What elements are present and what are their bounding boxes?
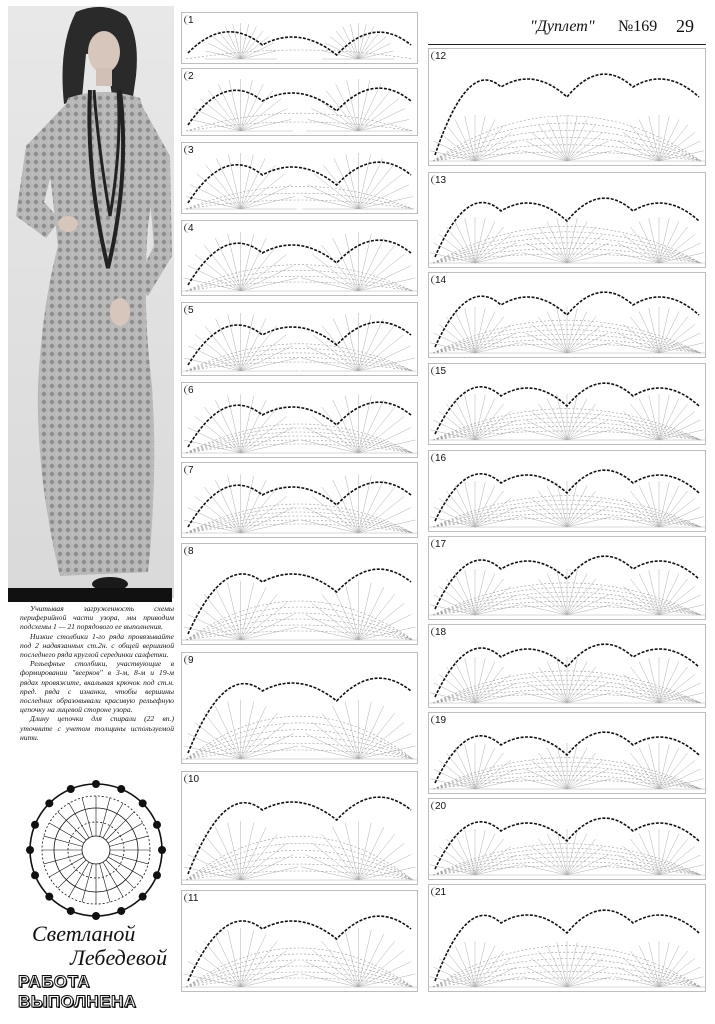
instructions-paragraph: Рельефные столбики, участвующие в формировании "веерков" в 3-м, 8-м и 19-м рядах провяжите, вкалывая крючок под ст.н. пред. ряда с изнанки, чтобы вершины последних образовывали красивую рельефную цепочку на лицевой стороне узора. xyxy=(20,659,174,715)
diagram-panel-21 xyxy=(428,884,706,992)
diagram-number: 7 xyxy=(188,465,194,476)
instructions-paragraph: Низкие столбики 1-го ряда провязывайте под 2 надвязанных ст.2н. с общей вершиной последнего ряда круглой серединки салфетки. xyxy=(20,631,174,660)
row-diagram-drawing xyxy=(429,49,705,165)
row-diagram-drawing xyxy=(429,364,705,444)
row-diagram-drawing xyxy=(182,544,417,644)
round-motif-diagram xyxy=(24,778,168,922)
diagram-panel-8 xyxy=(181,543,418,645)
row-diagram-drawing xyxy=(182,772,417,884)
instructions-paragraph: Длину цепочки для спирали (22 вп.) уточните с учетом толщины используемой нити. xyxy=(20,714,174,742)
row-diagram-drawing xyxy=(429,625,705,707)
diagram-panel-20 xyxy=(428,798,706,880)
diagram-number: 18 xyxy=(435,627,447,638)
row-diagram-drawing xyxy=(429,799,705,879)
diagram-panel-10 xyxy=(181,771,418,885)
diagram-panel-12 xyxy=(428,48,706,166)
diagram-number: 4 xyxy=(188,223,194,234)
diagram-number: 15 xyxy=(435,366,447,377)
diagram-number: 9 xyxy=(188,655,194,666)
diagram-number: 8 xyxy=(188,546,194,557)
diagram-panel-6 xyxy=(181,382,418,458)
diagram-number: 14 xyxy=(435,275,447,286)
row-diagram-drawing xyxy=(182,653,417,763)
author-name-line2: Лебедевой xyxy=(70,945,168,970)
diagram-number: 20 xyxy=(435,801,447,812)
diagram-panel-16 xyxy=(428,450,706,532)
row-diagram-drawing xyxy=(429,713,705,793)
instructions-paragraph: Учитывая загруженность схемы периферийной части узора, мы приводим подсхемы 1 — 21 порядового ее выполнения. xyxy=(20,604,174,632)
diagram-number: 3 xyxy=(188,145,194,156)
diagram-panel-1 xyxy=(181,12,418,64)
diagram-panel-19 xyxy=(428,712,706,794)
author-name xyxy=(32,922,178,970)
row-diagram-drawing xyxy=(429,273,705,357)
diagram-number: 19 xyxy=(435,715,447,726)
diagram-panel-7 xyxy=(181,462,418,538)
row-diagram-drawing xyxy=(182,143,417,213)
diagram-panel-3 xyxy=(181,142,418,214)
credit-caption: РАБОТА ВЫПОЛНЕНА xyxy=(18,972,137,1011)
row-diagram-drawing xyxy=(429,537,705,619)
instructions-text xyxy=(20,604,174,742)
row-diagram-drawing xyxy=(182,69,417,135)
diagram-panel-15 xyxy=(428,363,706,445)
diagram-panel-11 xyxy=(181,890,418,992)
diagram-number: 2 xyxy=(188,71,194,82)
diagram-number: 12 xyxy=(435,51,447,62)
diagram-number: 16 xyxy=(435,453,447,464)
diagram-panel-4 xyxy=(181,220,418,296)
row-diagram-drawing xyxy=(182,383,417,457)
diagram-panel-14 xyxy=(428,272,706,358)
diagram-number: 11 xyxy=(188,893,199,904)
row-diagram-drawing xyxy=(429,885,705,991)
diagram-number: 21 xyxy=(435,887,447,898)
author-credit xyxy=(18,922,178,1018)
author-name-line1: Светланой xyxy=(32,921,136,946)
page-number: 29 xyxy=(676,16,694,36)
row-diagram-drawing xyxy=(182,13,417,63)
page-header xyxy=(430,14,700,42)
row-diagram-drawing xyxy=(182,891,417,991)
diagram-number: 10 xyxy=(188,774,200,785)
diagram-number: 6 xyxy=(188,385,194,396)
issue-number: №169 xyxy=(618,18,658,35)
diagram-number: 17 xyxy=(435,539,447,550)
row-diagram-drawing xyxy=(429,173,705,267)
row-diagram-drawing xyxy=(182,463,417,537)
magazine-title: "Дуплет" xyxy=(530,18,595,35)
diagram-panel-18 xyxy=(428,624,706,708)
diagram-number: 13 xyxy=(435,175,447,186)
row-diagram-drawing xyxy=(429,451,705,531)
header-rule xyxy=(428,44,706,45)
diagram-panel-5 xyxy=(181,302,418,376)
diagram-panel-17 xyxy=(428,536,706,620)
diagram-number: 1 xyxy=(188,15,194,26)
diagram-panel-2 xyxy=(181,68,418,136)
diagram-panel-9 xyxy=(181,652,418,764)
model-photo xyxy=(8,6,174,598)
diagram-panel-13 xyxy=(428,172,706,268)
row-diagram-drawing xyxy=(182,221,417,295)
diagram-number: 5 xyxy=(188,305,194,316)
row-diagram-drawing xyxy=(182,303,417,375)
photo-caption-bar xyxy=(8,588,172,602)
